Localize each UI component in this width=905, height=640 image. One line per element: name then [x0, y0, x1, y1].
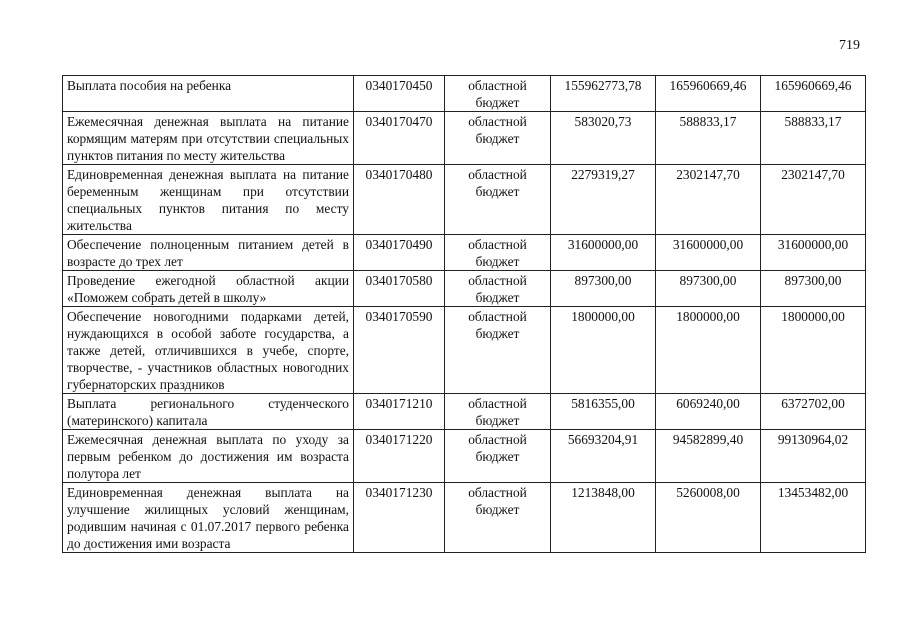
- row-name: Единовременная денежная выплата на улучшение жилищных условий женщинам, родившим начиная с 01.07.2017 первого ребенка до достижения ими возраста: [67, 485, 349, 551]
- row-value-3: 31600000,00: [777, 237, 849, 252]
- row-value-2-cell: [656, 112, 761, 165]
- row-code-cell: [354, 76, 445, 112]
- row-value-1: 583020,73: [574, 114, 632, 129]
- row-value-2: 6069240,00: [676, 396, 740, 411]
- row-name-cell: [63, 165, 354, 235]
- row-value-1-cell: [551, 112, 656, 165]
- row-value-1-cell: [551, 307, 656, 394]
- table-row: [63, 165, 866, 235]
- row-code-cell: [354, 271, 445, 307]
- row-value-2-cell: [656, 430, 761, 483]
- row-source-cell: [445, 307, 551, 394]
- row-code: 0340170480: [365, 167, 433, 182]
- row-value-3: 2302147,70: [781, 167, 845, 182]
- row-value-1-cell: [551, 430, 656, 483]
- row-source: областной бюджет: [468, 167, 527, 199]
- row-source-cell: [445, 235, 551, 271]
- table-row: [63, 271, 866, 307]
- row-code: 0340171230: [365, 485, 433, 500]
- row-code-cell: [354, 235, 445, 271]
- row-value-3-cell: [761, 394, 866, 430]
- row-source: областной бюджет: [468, 78, 527, 110]
- row-value-2-cell: [656, 483, 761, 553]
- table-row: [63, 430, 866, 483]
- table-row: [63, 307, 866, 394]
- row-value-3: 6372702,00: [781, 396, 845, 411]
- row-name: Ежемесячная денежная выплата на питание кормящим матерям при отсутствии специальных пунктов питания по месту жительства: [67, 114, 349, 163]
- row-value-2: 5260008,00: [676, 485, 740, 500]
- row-name-cell: [63, 112, 354, 165]
- row-source: областной бюджет: [468, 396, 527, 428]
- row-value-1: 56693204,91: [567, 432, 639, 447]
- row-source: областной бюджет: [468, 309, 527, 341]
- row-value-2-cell: [656, 307, 761, 394]
- row-source-cell: [445, 483, 551, 553]
- row-source-cell: [445, 394, 551, 430]
- row-source-cell: [445, 76, 551, 112]
- row-name: Единовременная денежная выплата на питание беременным женщинам при отсутствии специальных пунктов питания по месту жительства: [67, 167, 349, 233]
- row-name: Выплата пособия на ребенка: [67, 78, 232, 93]
- row-value-3: 99130964,02: [777, 432, 849, 447]
- row-value-3: 165960669,46: [774, 78, 852, 93]
- row-code: 0340170590: [365, 309, 433, 324]
- row-code-cell: [354, 307, 445, 394]
- row-value-2-cell: [656, 76, 761, 112]
- row-value-1: 1213848,00: [571, 485, 635, 500]
- row-value-1-cell: [551, 235, 656, 271]
- row-value-2: 2302147,70: [676, 167, 740, 182]
- row-value-3-cell: [761, 271, 866, 307]
- row-source: областной бюджет: [468, 237, 527, 269]
- row-source: областной бюджет: [468, 432, 527, 464]
- row-name: Выплата регионального студенческого (материнского) капитала: [67, 396, 349, 428]
- row-code-cell: [354, 430, 445, 483]
- row-value-1: 1800000,00: [571, 309, 635, 324]
- row-value-3: 588833,17: [784, 114, 842, 129]
- row-value-1: 897300,00: [574, 273, 632, 288]
- row-code: 0340170450: [365, 78, 433, 93]
- row-value-3-cell: [761, 235, 866, 271]
- row-code: 0340171220: [365, 432, 433, 447]
- row-value-2: 31600000,00: [672, 237, 744, 252]
- row-code-cell: [354, 165, 445, 235]
- row-source-cell: [445, 165, 551, 235]
- row-name: Ежемесячная денежная выплата по уходу за первым ребенком до достижения им возраста полутора лет: [67, 432, 349, 481]
- row-code-cell: [354, 112, 445, 165]
- row-value-3: 897300,00: [784, 273, 842, 288]
- row-value-2: 897300,00: [679, 273, 737, 288]
- row-source: областной бюджет: [468, 273, 527, 305]
- table-row: [63, 394, 866, 430]
- row-value-2: 165960669,46: [669, 78, 747, 93]
- row-value-1-cell: [551, 394, 656, 430]
- row-value-2: 94582899,40: [672, 432, 744, 447]
- row-value-2-cell: [656, 165, 761, 235]
- row-value-2: 588833,17: [679, 114, 737, 129]
- row-value-3-cell: [761, 430, 866, 483]
- row-source-cell: [445, 271, 551, 307]
- row-value-1-cell: [551, 165, 656, 235]
- row-code-cell: [354, 483, 445, 553]
- row-name-cell: [63, 430, 354, 483]
- row-code: 0340170580: [365, 273, 433, 288]
- row-value-3: 13453482,00: [777, 485, 849, 500]
- row-name-cell: [63, 307, 354, 394]
- row-value-1: 5816355,00: [571, 396, 635, 411]
- row-source: областной бюджет: [468, 114, 527, 146]
- table-row: [63, 483, 866, 553]
- table-row: [63, 112, 866, 165]
- row-value-1-cell: [551, 271, 656, 307]
- row-name-cell: [63, 271, 354, 307]
- row-value-1: 2279319,27: [571, 167, 635, 182]
- row-name: Проведение ежегодной областной акции «Поможем собрать детей в школу»: [67, 273, 349, 305]
- row-name-cell: [63, 76, 354, 112]
- table-row: [63, 235, 866, 271]
- row-code: 0340170490: [365, 237, 433, 252]
- row-value-3-cell: [761, 165, 866, 235]
- row-value-2-cell: [656, 235, 761, 271]
- table-row: [63, 76, 866, 112]
- row-code: 0340170470: [365, 114, 433, 129]
- row-value-3: 1800000,00: [781, 309, 845, 324]
- page-number: 719: [839, 38, 860, 53]
- row-source: областной бюджет: [468, 485, 527, 517]
- row-name-cell: [63, 394, 354, 430]
- row-code: 0340171210: [365, 396, 433, 411]
- row-value-2-cell: [656, 271, 761, 307]
- row-value-2: 1800000,00: [676, 309, 740, 324]
- row-value-3-cell: [761, 76, 866, 112]
- row-value-1-cell: [551, 76, 656, 112]
- row-value-1-cell: [551, 483, 656, 553]
- row-value-2-cell: [656, 394, 761, 430]
- row-source-cell: [445, 112, 551, 165]
- row-name-cell: [63, 483, 354, 553]
- row-value-1: 155962773,78: [564, 78, 642, 93]
- row-code-cell: [354, 394, 445, 430]
- row-value-1: 31600000,00: [567, 237, 639, 252]
- row-name-cell: [63, 235, 354, 271]
- row-value-3-cell: [761, 112, 866, 165]
- row-value-3-cell: [761, 307, 866, 394]
- budget-table: [62, 75, 866, 553]
- row-source-cell: [445, 430, 551, 483]
- row-name: Обеспечение новогодними подарками детей, нуждающихся в особой заботе государства, а также детей, отличившихся в учебе, спорте, творчестве, - участников областных новогодних губернаторских праздников: [67, 309, 349, 392]
- row-value-3-cell: [761, 483, 866, 553]
- row-name: Обеспечение полноценным питанием детей в возрасте до трех лет: [67, 237, 349, 269]
